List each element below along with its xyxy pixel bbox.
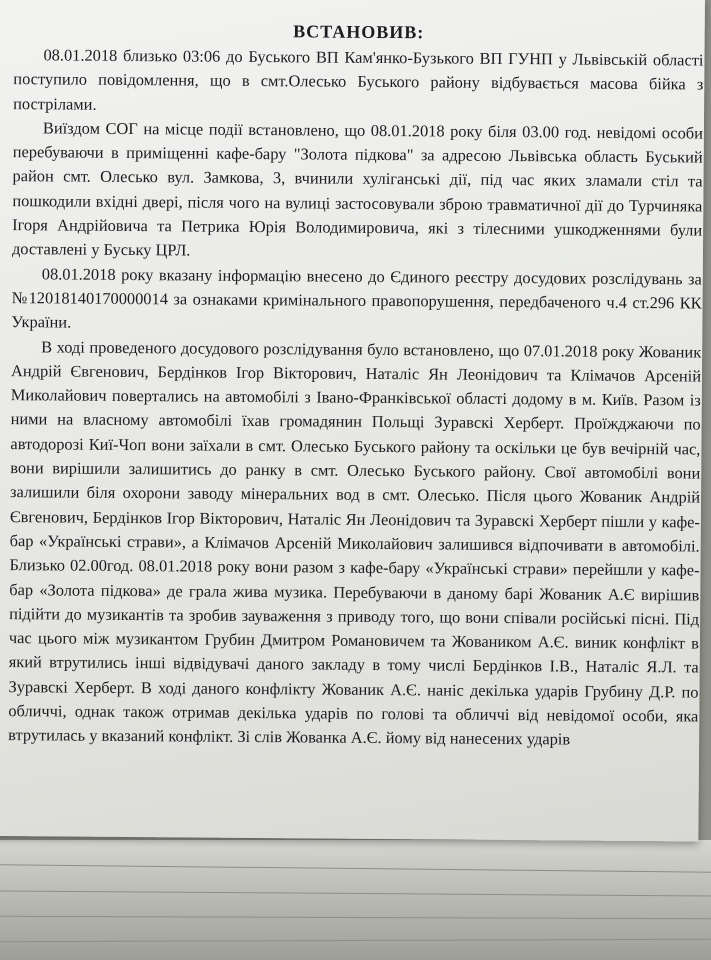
document-heading: ВСТАНОВИВ: — [293, 21, 425, 43]
document-body — [8, 18, 704, 753]
paragraph-investigation: В ході проведеного досудового розслідування було встановлено, що 07.01.2018 року Жованик Андрій Євгенович, Бердінков Ігор Вікторович, Наталіс Ян Леонідович та Клімачов Арсеній Миколайович повертались на автомобілі з Івано-Франківської області додому в м. Київ. Разом із ними на власному автомобілі їхав громадянин Польщі Зуравскі Херберт. Проїжджаючи по автодорозі Киї-Чоп вони заїхали в смт. Олесько Буського району та оскільки це був вечірній час, вони вирішили залишитись до ранку в смт. Олесько Буського району. Свої автомобілі вони залишили біля охорони заводу мінеральних вод в смт. Олесько. Після цього Жованик Андрій Євгенович, Бердінков Ігор Вікторович, Наталіс Ян Леонідович та Зуравскі Херберт пішли у кафе-бар «Українські страви», а Клімачов Арсеній Миколайович залишився відпочивати в автомобілі. Близько 02.00год. 08.01.2018 року вони разом з кафе-бару «Українські страви» перейшли у кафе-бар «Золота підкова» де грала жива музика. Перебуваючи в даному барі Жованик А.Є вирішив підійти до музикантів та зробив зауваження з приводу того, що вони співали російські пісні. Під час цього між музикантом Грубин Дмитром Романовичем та Жоваником А.Є. виник конфлікт в який втрутились інші відвідувачі даного закладу в тому числі Бердінков І.В., Наталіс Я.Л. та Зуравскі Херберт. В ході даного конфлікту Жованик А.Є. наніс декілька ударів Грубину Д.Р. по обличчі, однак також отримав декілька ударів по голові та обличчі від невідомої особи, яка втрутилась у вказаний конфлікт. Зі слів Жованка А.Є. йому від нанесених ударів — [8, 336, 702, 749]
paper-stack — [0, 840, 711, 960]
paragraph-report: 08.01.2018 близько 03:06 до Буського ВП Кам'янко-Бузького ВП ГУНП у Львівській області поступило повідомлення, що в смт.Олесько Буського району відбувається масова бійка з пострілами. — [13, 45, 704, 114]
paragraph-scene: Виїздом СОГ на місце події встановлено, що 08.01.2018 року біля 03.00 год. невідомі особи перебуваючи в приміщенні кафе-бару "Золота підкова" за адресою Львівська область Буський район смт. Олесько вул. Замкова, 3, вчинили хуліганські дії, під час яких зламали стіл та пошкодили вхідні двері, після чого на вулиці застосовували зброю травматичної дії до Турчиняка Ігоря Андрійовича та Петрика Юрія Володимировича, які з тілесними ушкодженнями були доставлені у Буську ЦРЛ. — [11, 118, 704, 260]
paragraph-registry: 08.01.2018 року вказану інформацію внесено до Єдиного реєстру досудових розслідувань за №12018140170000014 за ознаками кримінального правопорушення, передбаченого ч.4 ст.296 КК України. — [11, 264, 702, 332]
